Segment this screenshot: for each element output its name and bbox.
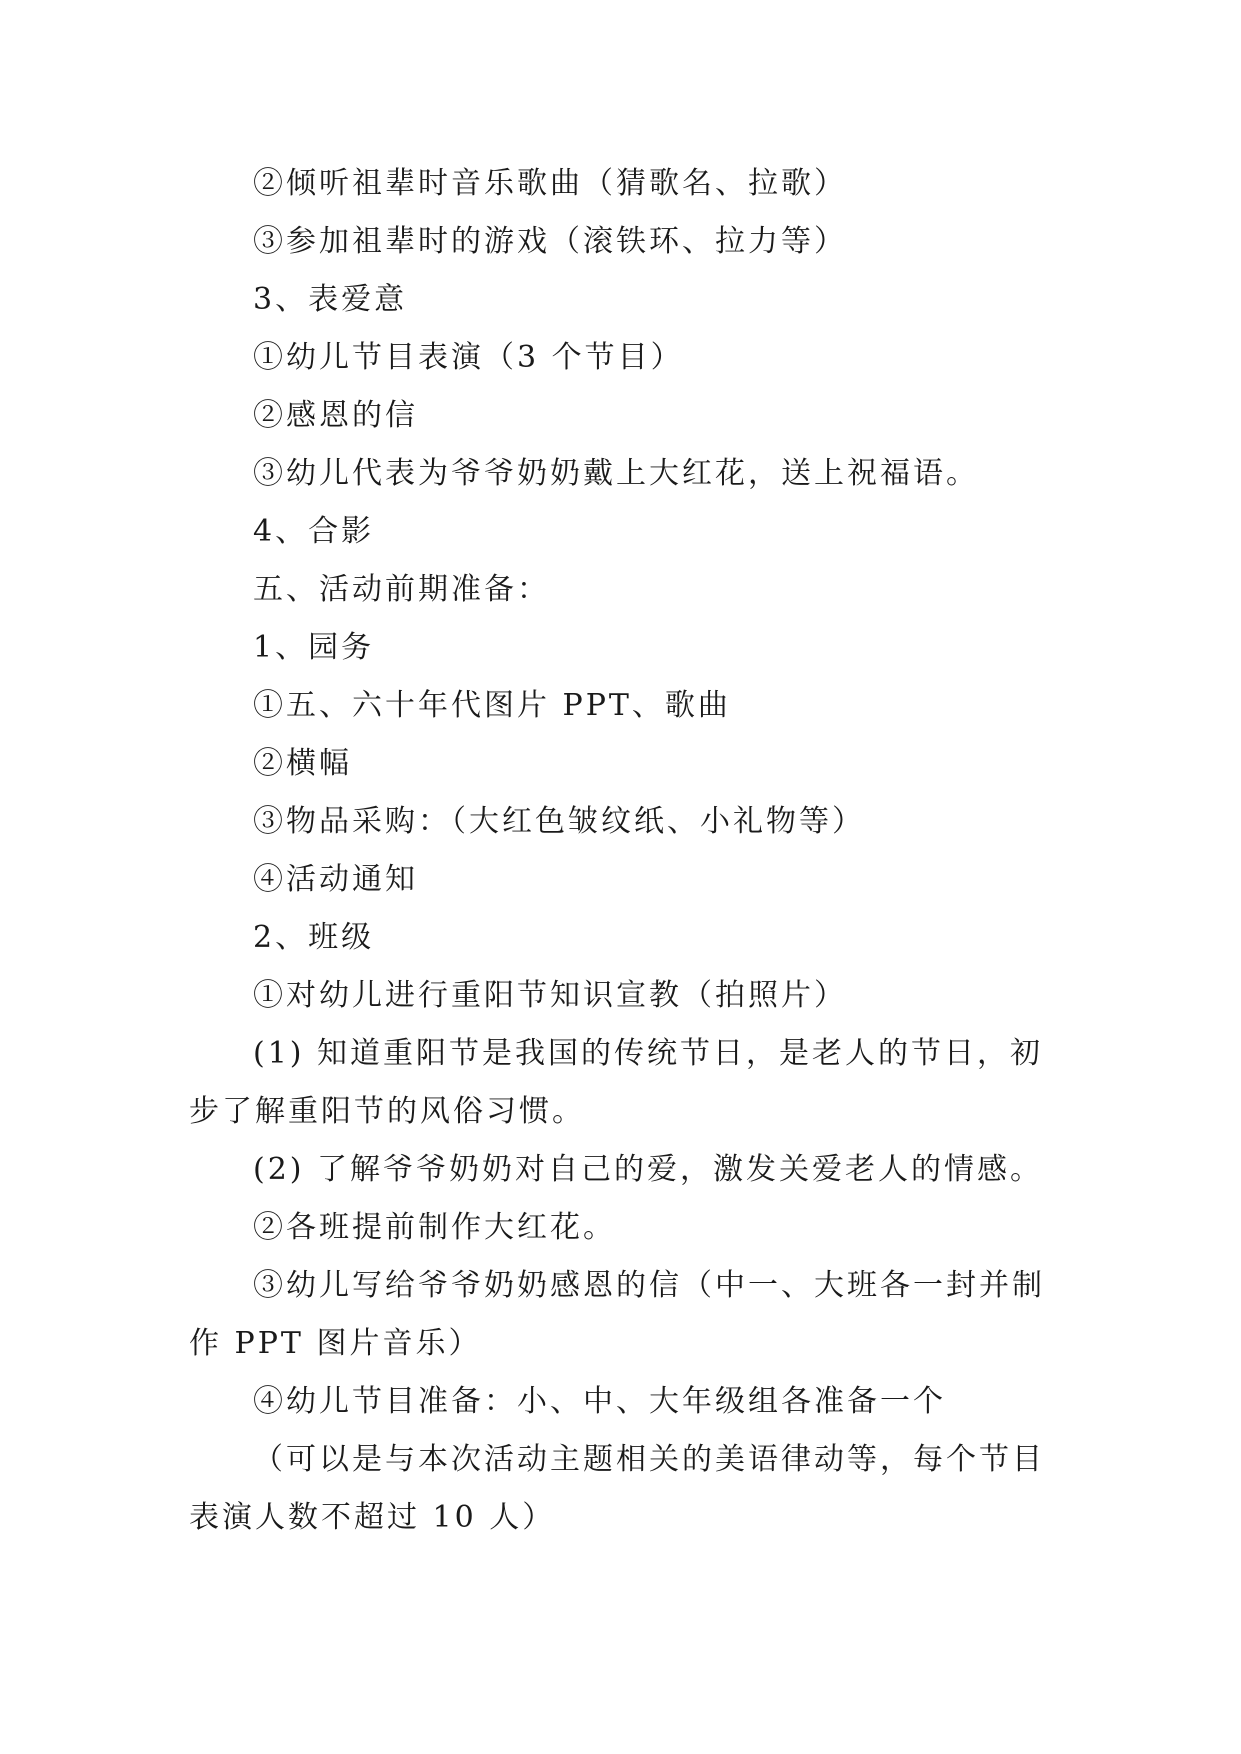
text-line: ②感恩的信 bbox=[253, 398, 418, 433]
text-line: ④幼儿节目准备：小、中、大年级组各准备一个 bbox=[253, 1384, 946, 1419]
text-line: 作 PPT 图片音乐） bbox=[189, 1326, 482, 1361]
text-line: ②倾听祖辈时音乐歌曲（猜歌名、拉歌） bbox=[253, 166, 847, 201]
text-line: 4、合影 bbox=[253, 514, 375, 549]
text-line: 步了解重阳节的风俗习惯。 bbox=[189, 1094, 585, 1129]
text-line: ③幼儿代表为爷爷奶奶戴上大红花，送上祝福语。 bbox=[253, 456, 979, 491]
text-line: (1) 知道重阳节是我国的传统节日，是老人的节日，初 bbox=[253, 1036, 1044, 1071]
text-line: ①对幼儿进行重阳节知识宣教（拍照片） bbox=[253, 978, 847, 1013]
text-line: ④活动通知 bbox=[253, 862, 418, 897]
text-line: 表演人数不超过 10 人） bbox=[189, 1500, 556, 1535]
text-line: ①五、六十年代图片 PPT、歌曲 bbox=[253, 688, 731, 723]
text-line: ①幼儿节目表演（3 个节目） bbox=[253, 340, 684, 375]
section-heading: 五、活动前期准备： bbox=[253, 572, 550, 607]
text-line: (2) 了解爷爷奶奶对自己的爱，激发关爱老人的情感。 bbox=[253, 1152, 1044, 1187]
text-line: ③物品采购：（大红色皱纹纸、小礼物等） bbox=[253, 804, 865, 839]
text-line: 3、表爱意 bbox=[253, 282, 408, 317]
text-line: ②横幅 bbox=[253, 746, 352, 781]
text-line: 1、园务 bbox=[253, 630, 375, 665]
text-line: ③幼儿写给爷爷奶奶感恩的信（中一、大班各一封并制 bbox=[253, 1268, 1045, 1303]
text-line: ②各班提前制作大红花。 bbox=[253, 1210, 616, 1245]
text-line: （可以是与本次活动主题相关的美语律动等，每个节目 bbox=[253, 1442, 1045, 1477]
text-line: 2、班级 bbox=[253, 920, 375, 955]
text-line: ③参加祖辈时的游戏（滚铁环、拉力等） bbox=[253, 224, 847, 259]
